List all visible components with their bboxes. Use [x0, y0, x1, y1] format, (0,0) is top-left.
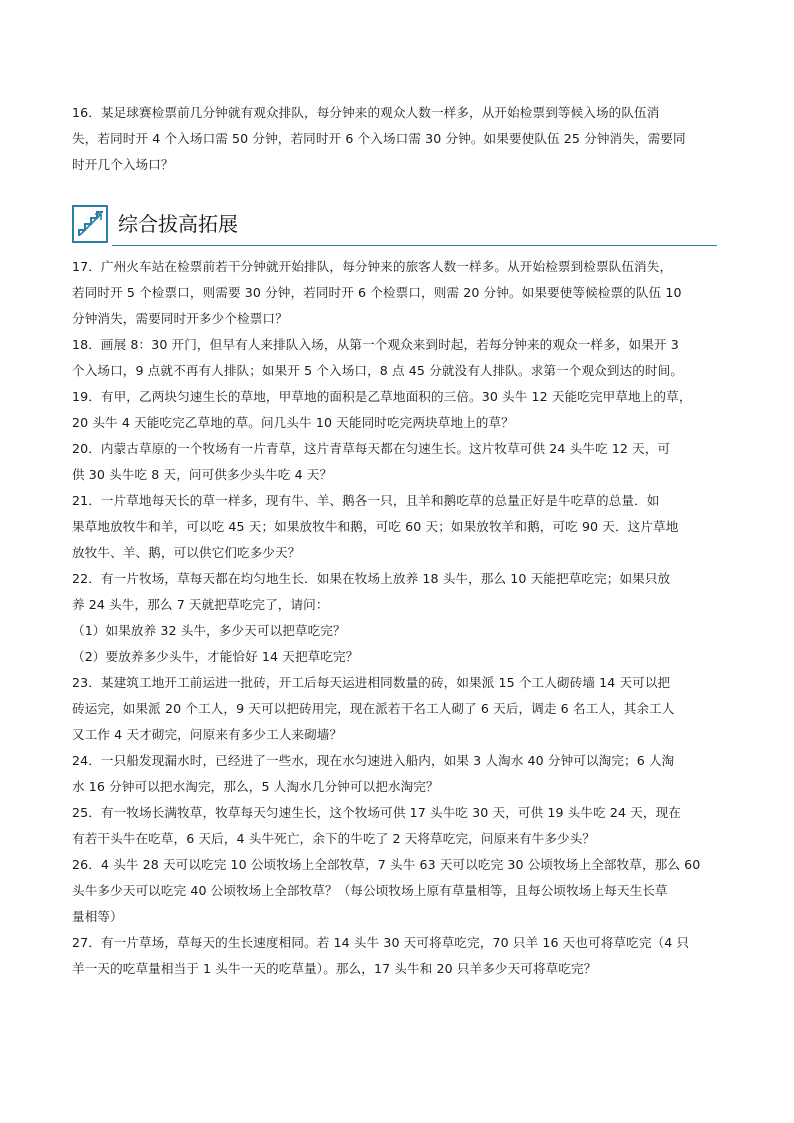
problem-line: 放牧牛、羊、鹅，可以供它们吃多少天？ — [72, 545, 301, 560]
problem-line: 分钟消失，需要同时开多少个检票口？ — [72, 311, 288, 326]
problem-line: 21．一片草地每天长的草一样多，现有牛、羊、鹅各一只，且羊和鹅吃草的总量正好是牛吃草的总量．如 — [72, 493, 660, 508]
section-header — [72, 205, 717, 247]
problem-line: 量相等） — [72, 909, 123, 924]
problem-line: 失，若同时开 4 个入场口需 50 分钟，若同时开 6 个入场口需 30 分钟。如果要使队伍 25 分钟消失，需要同 — [72, 131, 686, 146]
problem-line: 17．广州火车站在检票前若干分钟就开始排队，每分钟来的旅客人数一样多。从开始检票到检票队伍消失， — [72, 259, 673, 274]
problem-line: 又工作 4 天才砌完，问原来有多少工人来砌墙？ — [72, 727, 343, 742]
section-divider — [112, 245, 717, 246]
problem-line: 个入场口，9 点就不再有人排队；如果开 5 个入场口，8 点 45 分就没有人排队。求第一个观众到达的时间。 — [72, 363, 684, 378]
problem-list — [72, 254, 722, 982]
problem-line: 27．有一片草场，草每天的生长速度相同。若 14 头牛 30 天可将草吃完，70 只羊 16 天也可将草吃完（4 只 — [72, 935, 690, 950]
problem-line: 22．有一片牧场，草每天都在均匀地生长．如果在牧场上放养 18 头牛，那么 10 天能把草吃完；如果只放 — [72, 571, 671, 586]
problem-line: 24．一只船发现漏水时，已经进了一些水，现在水匀速进入船内，如果 3 人淘水 40 分钟可以淘完；6 人淘 — [72, 753, 675, 768]
problem-line: 水 16 分钟可以把水淘完，那么，5 人淘水几分钟可以把水淘完？ — [72, 779, 439, 794]
problem-line: 26．4 头牛 28 天可以吃完 10 公顷牧场上全部牧草，7 头牛 63 天可以吃完 30 公顷牧场上全部牧草，那么 60 — [72, 857, 701, 872]
problem-line: 16．某足球赛检票前几分钟就有观众排队，每分钟来的观众人数一样多，从开始检票到等候入场的队伍消 — [72, 105, 660, 120]
problem-line: 羊一天的吃草量相当于 1 头牛一天的吃草量）。那么，17 头牛和 20 只羊多少天可将草吃完？ — [72, 961, 597, 976]
problem-line: 供 30 头牛吃 8 天，问可供多少头牛吃 4 天？ — [72, 467, 333, 482]
problem-line: 19．有甲，乙两块匀速生长的草地，甲草地的面积是乙草地面积的三倍。30 头牛 12 天能吃完甲草地上的草， — [72, 389, 692, 404]
problem-line: 18．画展 8：30 开门，但早有人来排队入场，从第一个观众来到时起，若每分钟来的观众一样多，如果开 3 — [72, 337, 679, 352]
problem-line: 20 头牛 4 天能吃完乙草地的草。问几头牛 10 天能同时吃完两块草地上的草？ — [72, 415, 514, 430]
problem-line: 时开几个入场口？ — [72, 157, 174, 172]
problem-line: 果草地放牧牛和羊，可以吃 45 天；如果放牧牛和鹅，可吃 60 天；如果放牧羊和鹅，可吃 90 天．这片草地 — [72, 519, 679, 534]
problem-line: 23．某建筑工地开工前运进一批砖，开工后每天运进相同数量的砖，如果派 15 个工人砌砖墙 14 天可以把 — [72, 675, 671, 690]
problem-line: （2）要放养多少头牛，才能恰好 14 天把草吃完？ — [72, 649, 359, 664]
stairs-icon — [72, 205, 108, 243]
problem-line: 20．内蒙古草原的一个牧场有一片青草，这片青草每天都在匀速生长。这片牧草可供 24 头牛吃 12 天，可 — [72, 441, 671, 456]
problem-line: 若同时开 5 个检票口，则需要 30 分钟，若同时开 6 个检票口，则需 20 分钟。如果要使等候检票的队伍 10 — [72, 285, 682, 300]
problem-16 — [72, 100, 722, 178]
problem-line: 砖运完，如果派 20 个工人，9 天可以把砖用完，现在派若干名工人砌了 6 天后，调走 6 名工人，其余工人 — [72, 701, 675, 716]
problem-line: 25．有一牧场长满牧草，牧草每天匀速生长，这个牧场可供 17 头牛吃 30 天，可供 19 头牛吃 24 天，现在 — [72, 805, 682, 820]
problem-line: 有若干头牛在吃草，6 天后，4 头牛死亡，余下的牛吃了 2 天将草吃完，问原来有牛多少头？ — [72, 831, 596, 846]
problem-line: （1）如果放养 32 头牛，多少天可以把草吃完？ — [72, 623, 346, 638]
problem-line: 头牛多少天可以吃完 40 公顷牧场上全部牧草？（每公顷牧场上原有草量相等，且每公顷牧场上每天生长草 — [72, 883, 668, 898]
problem-line: 养 24 头牛，那么 7 天就把草吃完了，请问： — [72, 597, 329, 612]
section-title: 综合拔高拓展 — [118, 212, 238, 236]
